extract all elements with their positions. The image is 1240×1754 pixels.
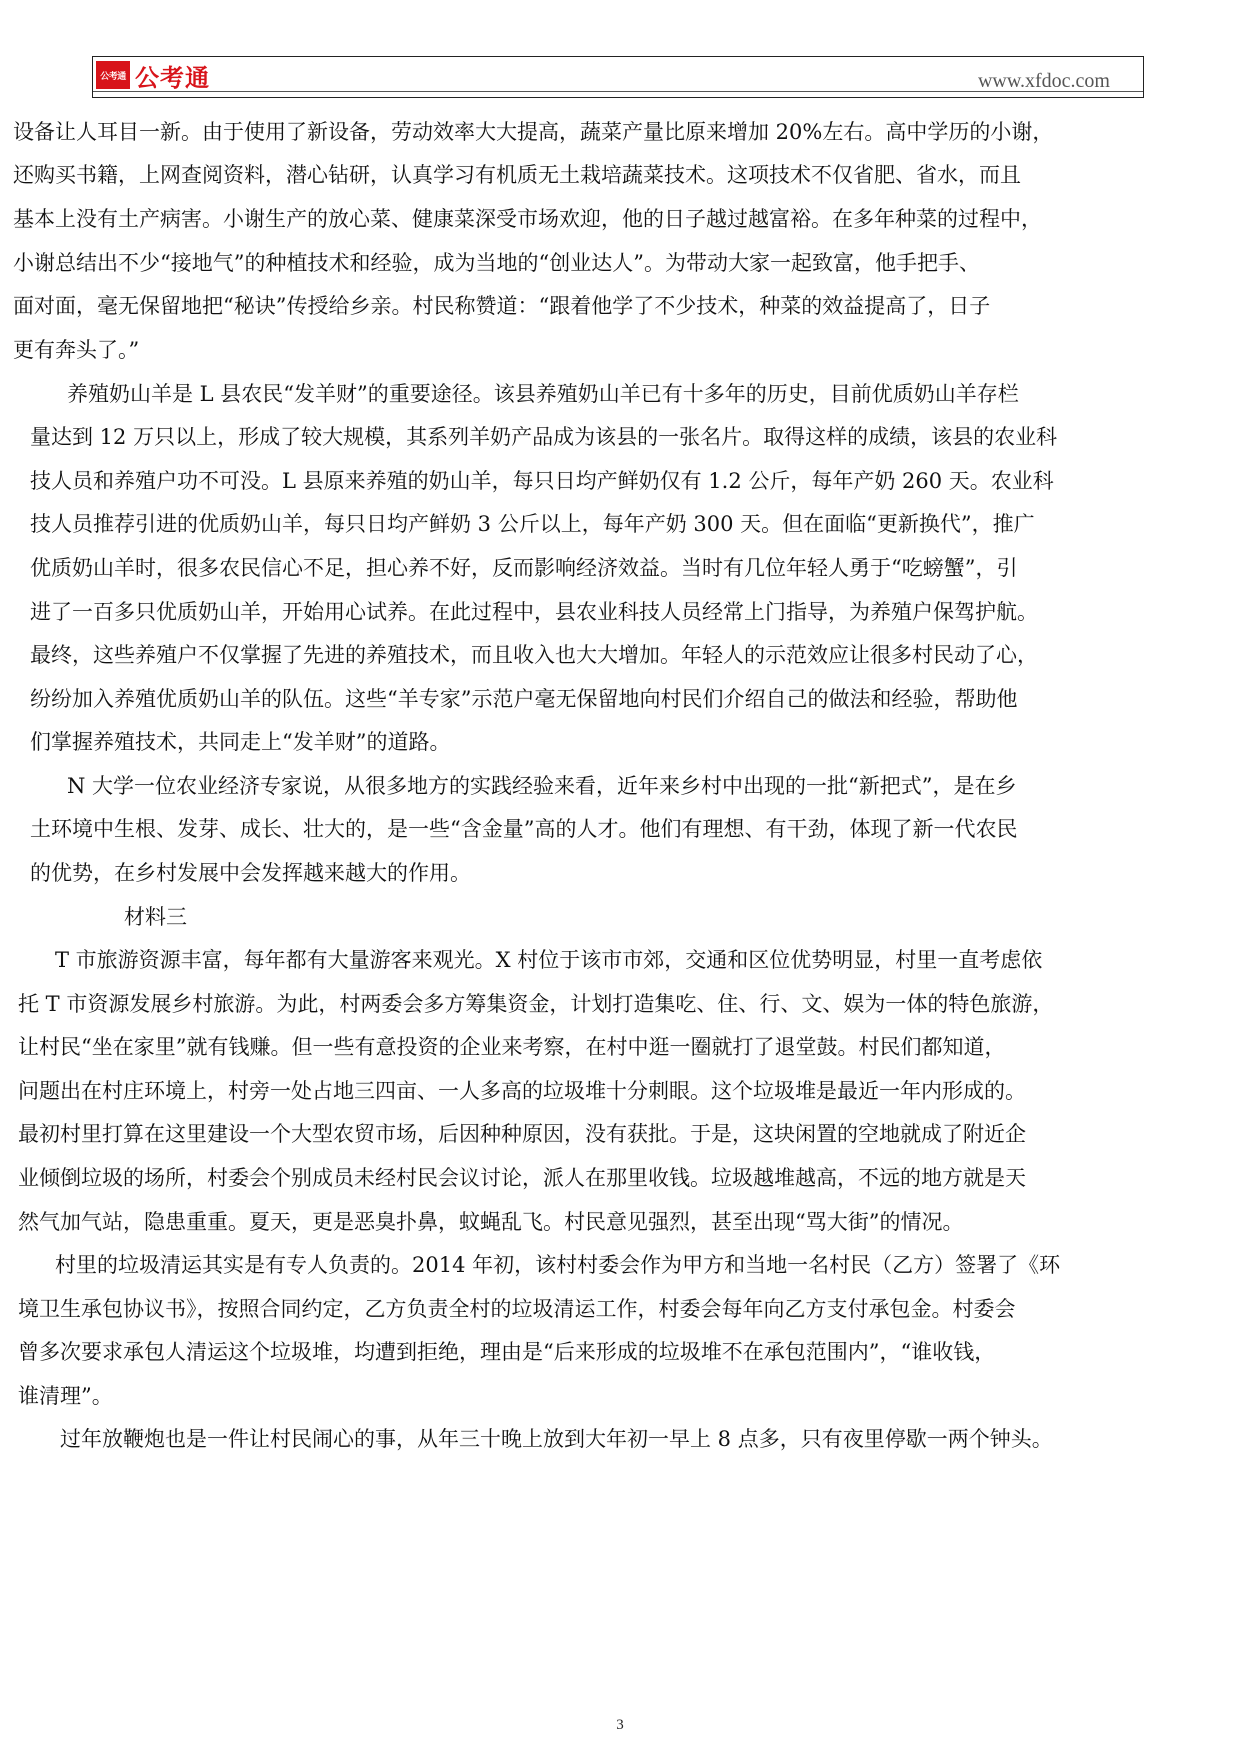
text-line: 基本上没有土产病害。小谢生产的放心菜、健康菜深受市场欢迎，他的日子越过越富裕。在多年种菜的过程中， bbox=[13, 207, 1042, 231]
page-header bbox=[92, 56, 1144, 98]
text-line: 养殖奶山羊是 L 县农民“发羊财”的重要途径。该县养殖奶山羊已有十多年的历史，目前优质奶山羊存栏 bbox=[67, 382, 1019, 406]
text-line: 最终，这些养殖户不仅掌握了先进的养殖技术，而且收入也大大增加。年轻人的示范效应让很多村民动了心， bbox=[30, 643, 1038, 667]
text-line: 小谢总结出不少“接地气”的种植技术和经验，成为当地的“创业达人”。为带动大家一起致富，他手把手、 bbox=[13, 251, 980, 275]
text-line: 进了一百多只优质奶山羊，开始用心试养。在此过程中，县农业科技人员经常上门指导，为养殖户保驾护航。 bbox=[30, 600, 1038, 624]
text-line: N 大学一位农业经济专家说，从很多地方的实践经验来看，近年来乡村中出现的一批“新把式”，是在乡 bbox=[67, 774, 1017, 798]
logo-text: 公考通 bbox=[135, 63, 210, 92]
text-line: 更有奔头了。” bbox=[13, 338, 140, 362]
text-line: 纷纷加入养殖优质奶山羊的队伍。这些“羊专家”示范户毫无保留地向村民们介绍自己的做法和经验，帮助他 bbox=[30, 687, 1018, 711]
text-line: 然气加气站，隐患重重。夏天，更是恶臭扑鼻，蚊蝇乱飞。村民意见强烈，甚至出现“骂大街”的情况。 bbox=[18, 1210, 964, 1234]
text-line: 面对面，毫无保留地把“秘诀”传授给乡亲。村民称赞道：“跟着他学了不少技术，种菜的效益提高了，日子 bbox=[13, 294, 991, 318]
text-line: 的优势，在乡村发展中会发挥越来越大的作用。 bbox=[30, 861, 471, 885]
text-line: 境卫生承包协议书》，按照合同约定，乙方负责全村的垃圾清运工作，村委会每年向乙方支付承包金。村委会 bbox=[18, 1297, 1016, 1321]
text-line: 土环境中生根、发芽、成长、壮大的，是一些“含金量”高的人才。他们有理想、有干劲，体现了新一代农民 bbox=[30, 817, 1018, 841]
text-line: 量达到 12 万只以上，形成了较大规模，其系列羊奶产品成为该县的一张名片。取得这样的成绩，该县的农业科 bbox=[30, 425, 1058, 449]
text-line: 过年放鞭炮也是一件让村民闹心的事，从年三十晚上放到大年初一早上 8 点多，只有夜里停歇一两个钟头。 bbox=[60, 1427, 1053, 1451]
page-number: 3 bbox=[616, 1717, 624, 1733]
section-heading: 材料三 bbox=[124, 905, 187, 929]
text-line: 最初村里打算在这里建设一个大型农贸市场，后因种种原因，没有获批。于是，这块闲置的空地就成了附近企 bbox=[18, 1122, 1026, 1146]
text-line: 村里的垃圾清运其实是有专人负责的。2014 年初，该村村委会作为甲方和当地一名村民（乙方）签署了《环 bbox=[55, 1253, 1061, 1277]
text-line: 优质奶山羊时，很多农民信心不足，担心养不好，反而影响经济效益。当时有几位年轻人勇于“吃螃蟹”，引 bbox=[30, 556, 1018, 580]
logo-badge: 公考通 bbox=[96, 61, 130, 89]
text-line: T 市旅游资源丰富，每年都有大量游客来观光。X 村位于该市市郊，交通和区位优势明显，村里一直考虑依 bbox=[55, 948, 1043, 972]
text-line: 设备让人耳目一新。由于使用了新设备，劳动效率大大提高，蔬菜产量比原来增加 20%左右。高中学历的小谢， bbox=[13, 120, 1054, 144]
site-url: www.xfdoc.com bbox=[977, 70, 1110, 92]
logo bbox=[96, 60, 210, 90]
text-line: 技人员推荐引进的优质奶山羊，每只日均产鲜奶 3 公斤以上，每年产奶 300 天。但在面临“更新换代”，推广 bbox=[30, 512, 1035, 536]
text-line: 业倾倒垃圾的场所，村委会个别成员未经村民会议讨论，派人在那里收钱。垃圾越堆越高，不远的地方就是天 bbox=[18, 1166, 1026, 1190]
text-line: 问题出在村庄环境上，村旁一处占地三四亩、一人多高的垃圾堆十分刺眼。这个垃圾堆是最近一年内形成的。 bbox=[18, 1079, 1026, 1103]
text-line: 谁清理”。 bbox=[18, 1384, 113, 1408]
text-line: 让村民“坐在家里”就有钱赚。但一些有意投资的企业来考察，在村中逛一圈就打了退堂鼓。村民们都知道， bbox=[18, 1035, 1006, 1059]
text-line: 还购买书籍，上网查阅资料，潜心钻研，认真学习有机质无土栽培蔬菜技术。这项技术不仅省肥、省水，而且 bbox=[13, 163, 1021, 187]
text-line: 托 T 市资源发展乡村旅游。为此，村两委会多方筹集资金，计划打造集吃、住、行、文、娱为一体的特色旅游， bbox=[18, 992, 1054, 1016]
text-line: 曾多次要求承包人清运这个垃圾堆，均遭到拒绝，理由是“后来形成的垃圾堆不在承包范围内”，“谁收钱， bbox=[18, 1340, 996, 1364]
header-rule bbox=[93, 91, 1143, 92]
text-line: 技人员和养殖户功不可没。L 县原来养殖的奶山羊，每只日均产鲜奶仅有 1.2 公斤，每年产奶 260 天。农业科 bbox=[30, 469, 1054, 493]
text-line: 们掌握养殖技术，共同走上“发羊财”的道路。 bbox=[30, 730, 451, 754]
